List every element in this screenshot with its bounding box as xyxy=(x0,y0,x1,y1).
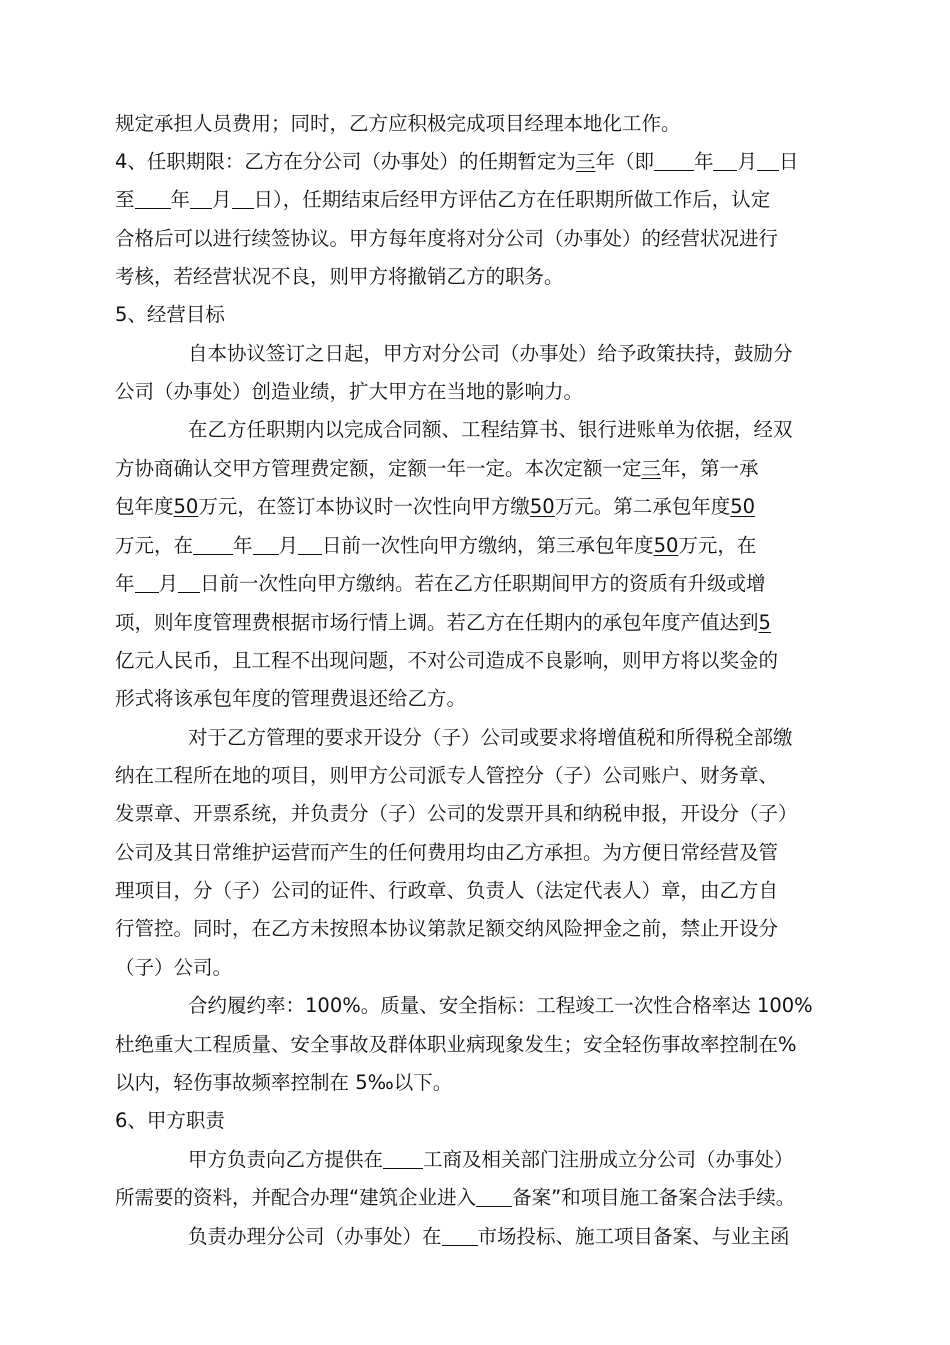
text-line: 甲方负责向乙方提供在 工商及相关部门注册成立分公司（办事处） xyxy=(188,1148,794,1171)
text-line: （子）公司。 xyxy=(115,956,233,979)
text-line: 以内，轻伤事故频率控制在 5‰以下。 xyxy=(115,1071,453,1094)
text-line: 形式将该承包年度的管理费退还给乙方。 xyxy=(115,687,467,710)
text-line: 4、任职期限：乙方在分公司（办事处）的任期暂定为三年（即 年 月 日 xyxy=(115,150,799,173)
text-line: 合格后可以进行续签协议。甲方每年度将对分公司（办事处）的经营状况进行 xyxy=(115,227,779,250)
text-line: 考核，若经营状况不良，则甲方将撤销乙方的职务。 xyxy=(115,265,564,288)
text-line: 在乙方任职期内以完成合同额、工程结算书、银行进账单为依据，经双 xyxy=(188,418,793,441)
text-line: 所需要的资料，并配合办理“建筑企业进入 备案”和项目施工备案合法手续。 xyxy=(115,1186,796,1209)
text-line: 公司及其日常维护运营而产生的任何费用均由乙方承担。为方便日常经营及管 xyxy=(115,841,779,864)
text-line: 发票章、开票系统，并负责分（子）公司的发票开具和纳税申报，开设分（子） xyxy=(115,802,798,825)
text-line: 纳在工程所在地的项目，则甲方公司派专人管控分（子）公司账户、财务章、 xyxy=(115,764,779,787)
text-line: 合约履约率：100%。质量、安全指标：工程竣工一次性合格率达 100% xyxy=(188,994,813,1017)
text-line: 规定承担人员费用；同时，乙方应积极完成项目经理本地化工作。 xyxy=(115,112,681,135)
text-line: 万元，在 年 月 日前一次性向甲方缴纳，第三承包年度50万元，在 xyxy=(115,534,757,557)
text-line: 负责办理分公司（办事处）在 市场投标、施工项目备案、与业主函 xyxy=(188,1225,790,1248)
text-line: 理项目，分（子）公司的证件、行政章、负责人（法定代表人）章，由乙方自 xyxy=(115,879,779,902)
section-heading: 5、经营目标 xyxy=(115,303,225,326)
text-line: 对于乙方管理的要求开设分（子）公司或要求将增值税和所得税全部缴 xyxy=(188,726,793,749)
text-line: 杜绝重大工程质量、安全事故及群体职业病现象发生；安全轻伤事故率控制在% xyxy=(115,1033,797,1056)
text-line: 包年度50万元，在签订本协议时一次性向甲方缴50万元。第二承包年度50 xyxy=(115,495,756,518)
text-line: 至 年 月 日），任期结束后经甲方评估乙方在任职期所做工作后，认定 xyxy=(115,188,771,211)
text-line: 自本协议签订之日起，甲方对分公司（办事处）给予政策扶持，鼓励分 xyxy=(188,342,793,365)
section-heading: 6、甲方职责 xyxy=(115,1109,225,1132)
text-line: 项，则年度管理费根据市场行情上调。若乙方在任期内的承包年度产值达到5 xyxy=(115,611,771,634)
text-line: 公司（办事处）创造业绩，扩大甲方在当地的影响力。 xyxy=(115,380,584,403)
text-line: 方协商确认交甲方管理费定额，定额一年一定。本次定额一定三年，第一承 xyxy=(115,457,759,480)
text-line: 年 月 日前一次性向甲方缴纳。若在乙方任职期间甲方的资质有升级或增 xyxy=(115,572,766,595)
text-line: 亿元人民币，且工程不出现问题，不对公司造成不良影响，则甲方将以奖金的 xyxy=(115,649,779,672)
text-line: 行管控。同时，在乙方未按照本协议第款足额交纳风险押金之前，禁止开设分 xyxy=(115,917,779,940)
